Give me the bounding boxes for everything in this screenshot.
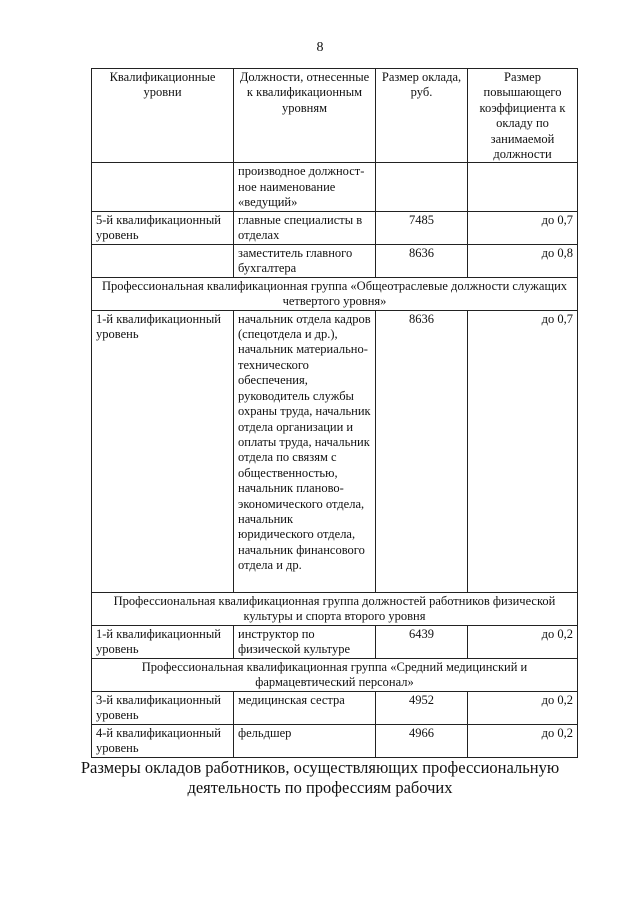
- header-level: Квалификационные уровни: [92, 69, 234, 163]
- cell-salary: 4952: [376, 691, 468, 724]
- header-positions: Должности, отнесенные к квалификационным уровням: [234, 69, 376, 163]
- cell-level: [92, 163, 234, 211]
- cell-salary: 4966: [376, 724, 468, 757]
- cell-coefficient: до 0,7: [468, 310, 578, 592]
- cell-level: 5-й квалификационный уровень: [92, 211, 234, 244]
- cell-level: 1-й квалификационный уровень: [92, 310, 234, 592]
- cell-coefficient: до 0,8: [468, 244, 578, 277]
- cell-coefficient: до 0,2: [468, 691, 578, 724]
- cell-salary: 8636: [376, 310, 468, 592]
- cell-coefficient: [468, 163, 578, 211]
- table-header-row: [92, 69, 578, 163]
- cell-positions: фельдшер: [234, 724, 376, 757]
- cell-salary: 6439: [376, 625, 468, 658]
- table-row: [92, 244, 578, 277]
- cell-salary: [376, 163, 468, 211]
- salary-table: [91, 68, 578, 758]
- cell-positions: главные специалисты в отделах: [234, 211, 376, 244]
- cell-level: 4-й квалификационный уровень: [92, 724, 234, 757]
- cell-positions: производное должност-ное наименование «ведущий»: [234, 163, 376, 211]
- cell-positions: заместитель главного бухгалтера: [234, 244, 376, 277]
- cell-positions: инструктор по физической культуре: [234, 625, 376, 658]
- group-row: [92, 277, 578, 310]
- page-number: 8: [316, 40, 324, 55]
- group-title: Профессиональная квалификационная группа должностей работников физической культуры и спорта второго уровня: [92, 592, 578, 625]
- table-row: [92, 211, 578, 244]
- header-salary: Размер оклада, руб.: [376, 69, 468, 163]
- cell-salary: 8636: [376, 244, 468, 277]
- cell-coefficient: до 0,2: [468, 625, 578, 658]
- section-heading: Размеры окладов работников, осуществляющих профессиональную деятельность по профессиям рабочих: [80, 758, 560, 797]
- table-row: [92, 310, 578, 592]
- group-title: Профессиональная квалификационная группа «Средний медицинский и фармацевтический персонал»: [92, 658, 578, 691]
- table-row: [92, 625, 578, 658]
- cell-coefficient: до 0,7: [468, 211, 578, 244]
- group-row: [92, 592, 578, 625]
- cell-level: 3-й квалификационный уровень: [92, 691, 234, 724]
- group-row: [92, 658, 578, 691]
- cell-level: 1-й квалификационный уровень: [92, 625, 234, 658]
- group-title: Профессиональная квалификационная группа «Общеотраслевые должности служащих четвертого уровня»: [92, 277, 578, 310]
- cell-coefficient: до 0,2: [468, 724, 578, 757]
- header-coefficient: Размер повышающего коэффициента к окладу по занимаемой должности: [468, 69, 578, 163]
- table-row: [92, 724, 578, 757]
- cell-positions: начальник отдела кадров (спецотдела и др.), начальник материально-технического обеспечения, руководитель службы охраны труда, начальник отдела организации и оплаты труда, начальник отдела по связям с общественностью, начальник планово-экономического отдела, начальник юридического отдела, начальник финансового отдела и др.: [234, 310, 376, 592]
- cell-salary: 7485: [376, 211, 468, 244]
- cell-level: [92, 244, 234, 277]
- table-row: [92, 163, 578, 211]
- table-row: [92, 691, 578, 724]
- cell-positions: медицинская сестра: [234, 691, 376, 724]
